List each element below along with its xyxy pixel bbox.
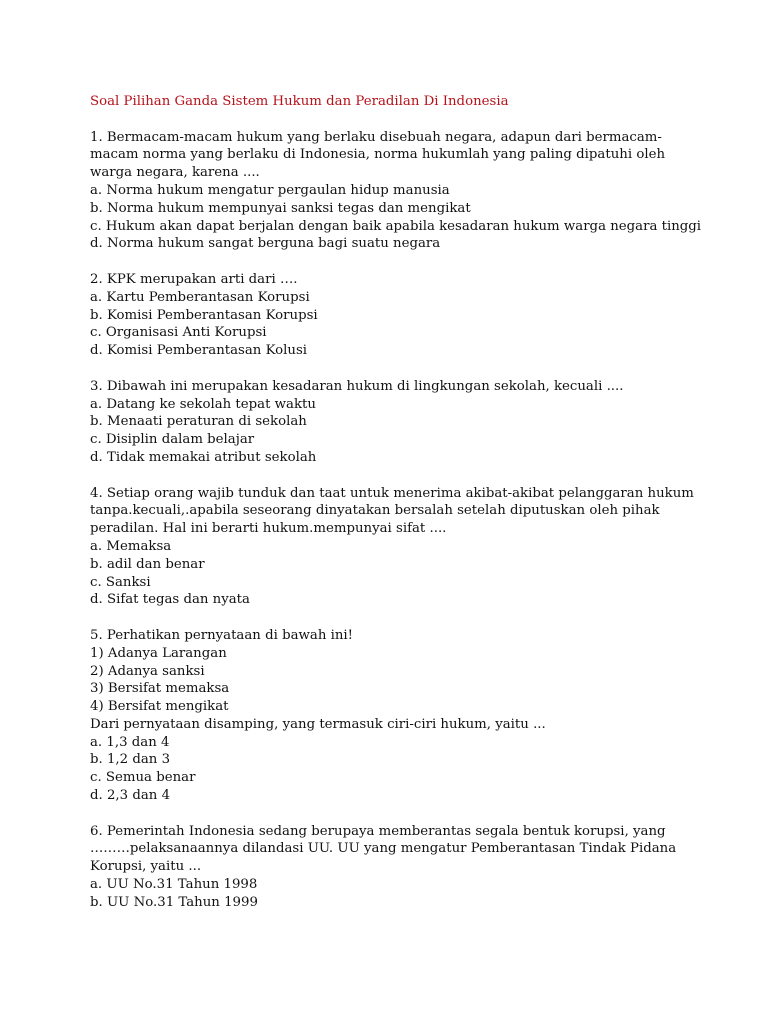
- answer-option-b: b. 1,2 dan 3: [90, 752, 171, 768]
- answer-option-d: d. Komisi Pemberantasan Kolusi: [90, 343, 308, 359]
- statement-item: 1) Adanya Larangan: [90, 645, 227, 661]
- question-stem-line: 3. Dibawah ini merupakan kesadaran hukum di lingkungan sekolah, kecuali ....: [90, 378, 624, 394]
- answer-option-a: a. Datang ke sekolah tepat waktu: [90, 396, 316, 412]
- answer-option-c: c. Sanksi: [90, 574, 151, 590]
- answer-option-c: c. Organisasi Anti Korupsi: [90, 325, 267, 341]
- question-6: [90, 823, 730, 912]
- answer-option-a: a. Memaksa: [90, 538, 172, 554]
- question-stem-line: warga negara, karena ....: [90, 165, 260, 181]
- statement-item: 4) Bersifat mengikat: [90, 699, 229, 715]
- question-stem-line: 5. Perhatikan pernyataan di bawah ini!: [90, 627, 354, 643]
- question-4: [90, 485, 730, 610]
- question-1: [90, 129, 730, 254]
- question-stem-line: 2. KPK merupakan arti dari ….: [90, 271, 298, 287]
- question-stem-line: Dari pernyataan disamping, yang termasuk ciri-ciri hukum, yaitu ...: [90, 716, 546, 732]
- answer-option-c: c. Semua benar: [90, 770, 196, 786]
- answer-option-b: b. UU No.31 Tahun 1999: [90, 894, 258, 910]
- question-stem-line: 1. Bermacam-macam hukum yang berlaku disebuah negara, adapun dari bermacam-: [90, 129, 662, 145]
- question-stem-line: macam norma yang berlaku di Indonesia, norma hukumlah yang paling dipatuhi oleh: [90, 147, 666, 163]
- answer-option-b: b. Komisi Pemberantasan Korupsi: [90, 307, 318, 323]
- answer-option-d: d. Sifat tegas dan nyata: [90, 592, 250, 608]
- answer-option-b: b. Norma hukum mempunyai sanksi tegas dan mengikat: [90, 200, 471, 216]
- answer-option-a: a. UU No.31 Tahun 1998: [90, 877, 258, 893]
- answer-option-a: a. 1,3 dan 4: [90, 734, 170, 750]
- question-stem-line: 4. Setiap orang wajib tunduk dan taat untuk menerima akibat-akibat pelanggaran hukum: [90, 485, 694, 501]
- answer-option-d: d. Tidak memakai atribut sekolah: [90, 449, 317, 465]
- answer-option-b: b. adil dan benar: [90, 556, 205, 572]
- answer-option-a: a. Norma hukum mengatur pergaulan hidup manusia: [90, 182, 450, 198]
- question-stem-line: 6. Pemerintah Indonesia sedang berupaya memberantas segala bentuk korupsi, yang: [90, 823, 666, 839]
- question-5: [90, 627, 730, 805]
- answer-option-d: d. Norma hukum sangat berguna bagi suatu negara: [90, 236, 441, 252]
- question-stem-line: ………pelaksanaannya dilandasi UU. UU yang mengatur Pemberantasan Tindak Pidana: [90, 841, 677, 857]
- answer-option-a: a. Kartu Pemberantasan Korupsi: [90, 289, 310, 305]
- question-3: [90, 378, 730, 467]
- statement-item: 2) Adanya sanksi: [90, 663, 205, 679]
- answer-option-c: c. Disiplin dalam belajar: [90, 432, 255, 448]
- answer-option-d: d. 2,3 dan 4: [90, 788, 171, 804]
- statement-item: 3) Bersifat memaksa: [90, 681, 230, 697]
- question-stem-line: Korupsi, yaitu ...: [90, 859, 202, 875]
- question-stem-line: tanpa.kecuali,.apabila seseorang dinyatakan bersalah setelah diputuskan oleh pihak: [90, 503, 660, 519]
- question-stem-line: peradilan. Hal ini berarti hukum.mempunyai sifat ....: [90, 521, 447, 537]
- document-page: [90, 93, 730, 929]
- document-title: Soal Pilihan Ganda Sistem Hukum dan Peradilan Di Indonesia: [90, 94, 509, 109]
- answer-option-c: c. Hukum akan dapat berjalan dengan baik apabila kesadaran hukum warga negara tinggi: [90, 218, 702, 234]
- question-2: [90, 271, 730, 360]
- answer-option-b: b. Menaati peraturan di sekolah: [90, 414, 307, 430]
